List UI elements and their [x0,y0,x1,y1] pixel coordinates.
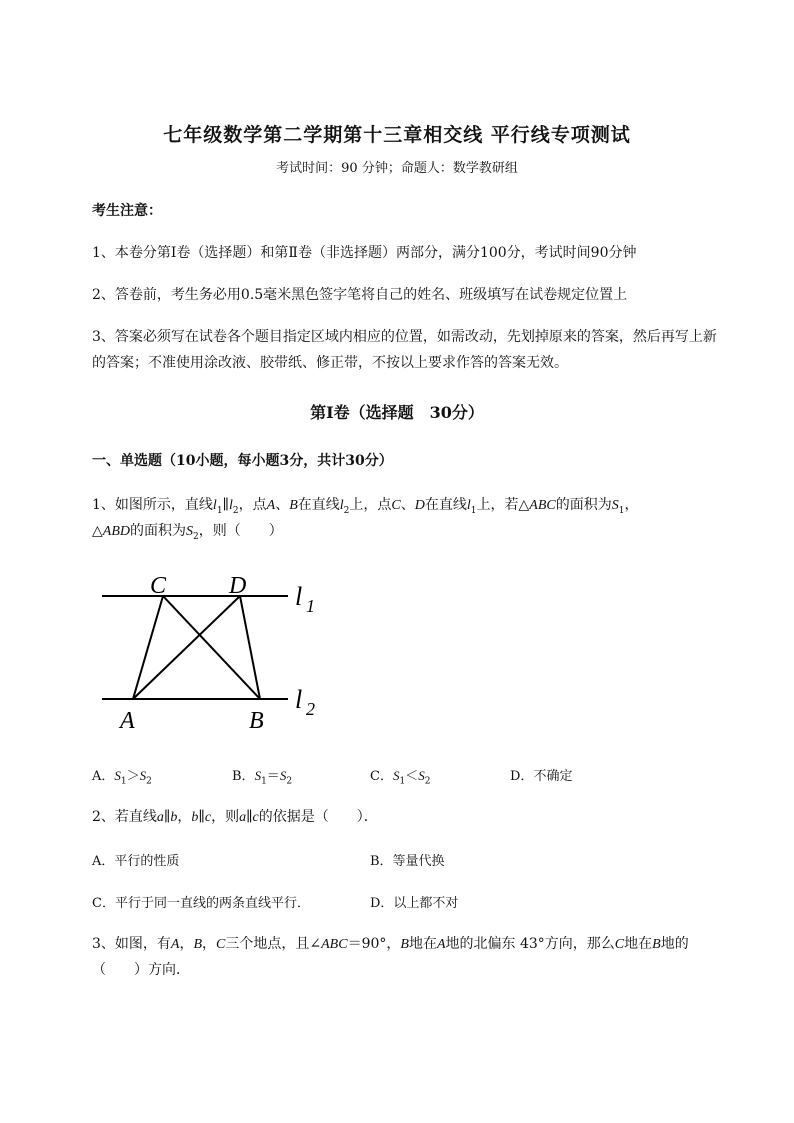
exam-subtitle: 考试时间：90 分钟；命题人：数学教研组 [276,161,518,176]
label-l2-sub: 2 [306,699,315,719]
q2-option-b[interactable]: B．等量代换 [370,854,445,869]
q2-option-c[interactable]: C．平行于同一直线的两条直线平行． [92,896,310,911]
q1-option-a[interactable]: A．$S_1>S_2$ [92,768,152,787]
q1-line-1: 1、如图所示，直线$l_1\parallel l_2$，点A、B在直线$l_2$上，点C、D在直线$l_1$上，若△ABC的面积为$S_1$， [92,497,639,516]
notice-heading: 考生注意： [92,203,162,219]
q2-option-d[interactable]: D．以上都不对 [370,896,459,911]
segment-AD [133,596,240,699]
notice-item-2: 2、答卷前，考生务必用0.5毫米黑色签字笔将自己的姓名、班级填写在试卷规定位置上 [92,287,628,303]
q2-stem: 2、若直线a∥b，b∥c，则a∥c的依据是（ ）． [92,809,378,825]
segment-BD [240,596,260,699]
notice-item-3: 3、答案必须写在试卷各个题目指定区域内相应的位置，如需改动，先划掉原来的答案，然后再写上新 [92,329,717,345]
label-l1-sub: 1 [306,596,315,616]
label-A: A [120,708,135,734]
q2-option-a[interactable]: A．平行的性质 [92,854,180,869]
label-C: C [150,573,167,599]
q1-option-b[interactable]: B．$S_1=S_2$ [232,768,293,787]
q1-option-d[interactable]: D．不确定 [510,769,573,784]
notice-item-3-cont: 的答案；不准使用涂改液、胶带纸、修正带，不按以上要求作答的答案无效。 [92,355,568,371]
section-title: 第Ⅰ卷（选择题 30分） [310,403,484,422]
part-heading: 一、单选题（10小题，每小题3分，共计30分） [92,453,393,469]
label-l2: l [295,685,303,714]
exam-title: 七年级数学第二学期第十三章相交线 平行线专项测试 [163,124,631,146]
q1-figure [95,565,335,740]
q3-line-2: （ ）方向． [92,962,190,978]
notice-item-1: 1、本卷分第Ⅰ卷（选择题）和第Ⅱ卷（非选择题）两部分，满分100分，考试时间90分钟 [92,245,637,261]
q1-line-2: △ABD的面积为$S_2$，则（ ） [92,523,283,542]
q1-option-c[interactable]: C．$S_1<S_2$ [370,768,431,787]
q3-line-1: 3、如图，有A，B，C三个地点，且∠ABC＝90°，B地在A地的北偏东 43°方向，那么C地在B地的 [92,936,689,952]
segment-BC [163,596,260,699]
label-l1: l [295,582,303,611]
label-D: D [229,573,247,599]
label-B: B [249,708,264,734]
